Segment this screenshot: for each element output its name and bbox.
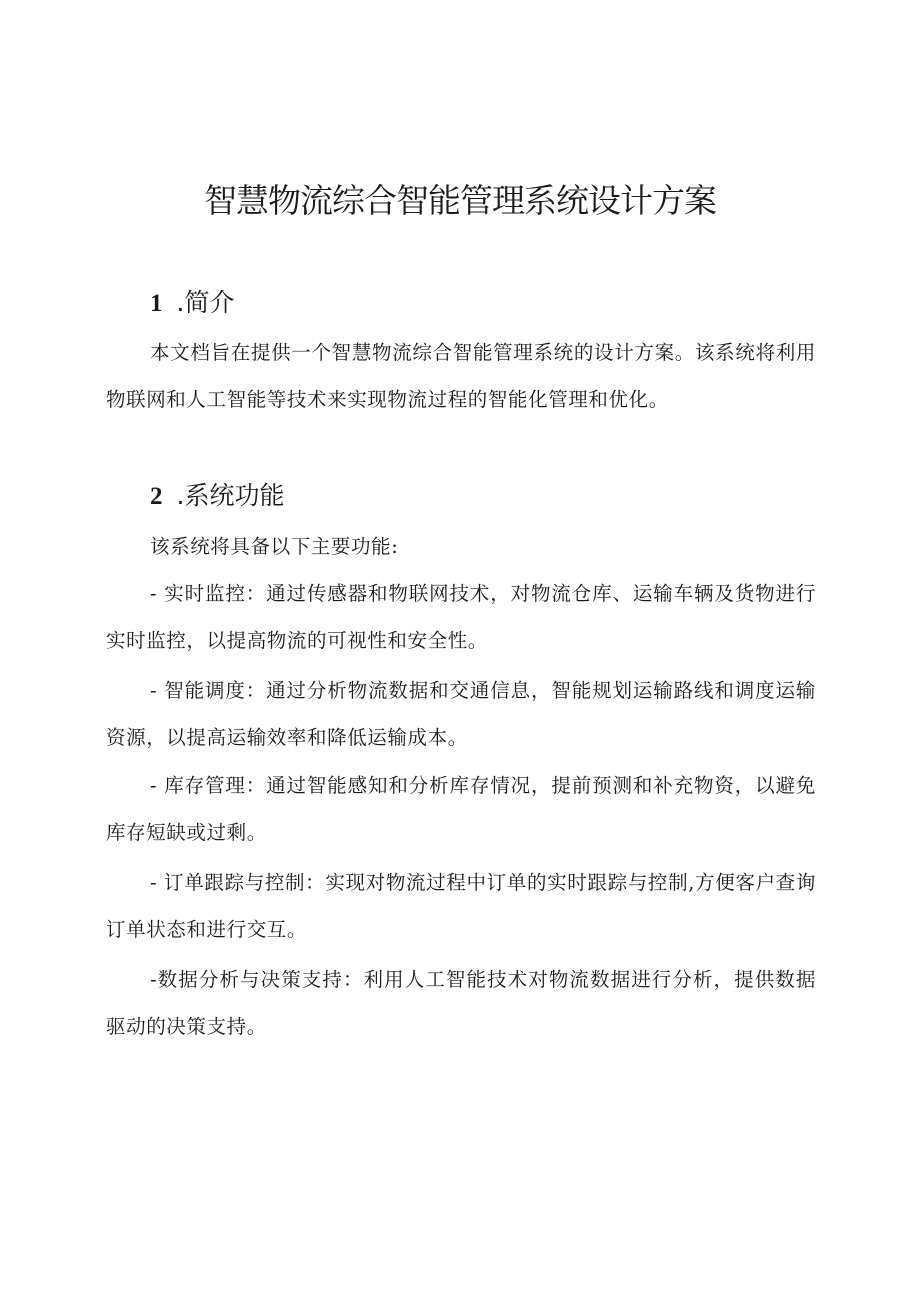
intro-paragraph: 本文档旨在提供一个智慧物流综合智能管理系统的设计方案。该系统将利用物联网和人工智能等技术来实现物流过程的智能化管理和优化。 — [106, 341, 816, 411]
section-heading-intro — [150, 283, 234, 324]
section-number: 2 — [150, 483, 163, 510]
function-item-monitoring: - 实时监控：通过传感器和物联网技术，对物流仓库、运输车辆及货物进行实时监控，以提高物流的可视性和安全性。 — [106, 582, 816, 652]
section-number: 1 — [150, 290, 163, 317]
function-item-scheduling: - 智能调度：通过分析物流数据和交通信息，智能规划运输路线和调度运输资源，以提高运输效率和降低运输成本。 — [106, 679, 816, 749]
document-title: 智慧物流综合智能管理系统设计方案 — [204, 181, 716, 220]
function-item-inventory: - 库存管理：通过智能感知和分析库存情况，提前预测和补充物资，以避免库存短缺或过剩。 — [106, 774, 816, 844]
functions-intro-paragraph: 该系统将具备以下主要功能: — [150, 535, 399, 558]
function-item-analytics: -数据分析与决策支持：利用人工智能技术对物流数据进行分析，提供数据驱动的决策支持。 — [106, 968, 816, 1038]
section-heading-text: .简介 — [176, 288, 235, 317]
section-heading-text: .系统功能 — [176, 481, 285, 510]
section-heading-functions — [150, 476, 284, 517]
function-item-order-tracking: - 订单跟踪与控制：实现对物流过程中订单的实时跟踪与控制,方便客户查询订单状态和进行交互。 — [106, 871, 816, 941]
